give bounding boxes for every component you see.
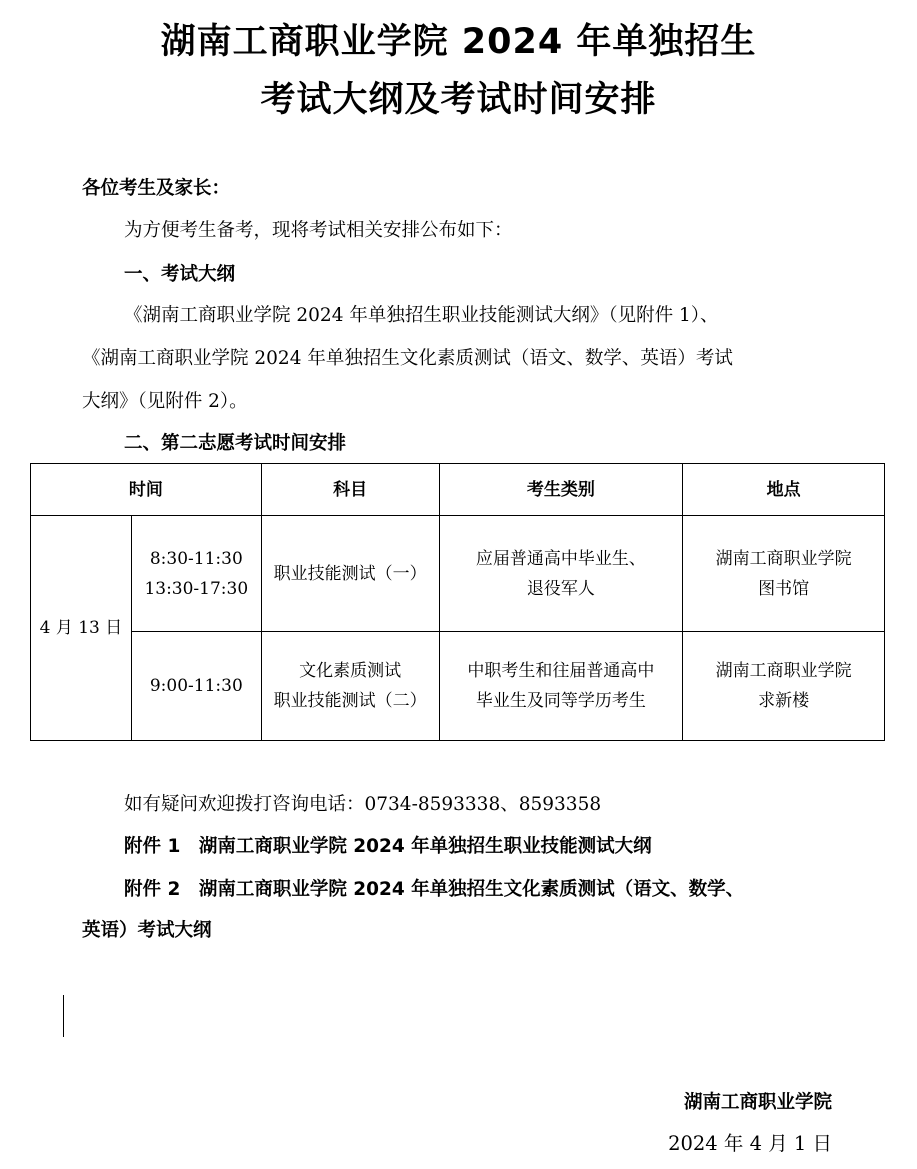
attachment-2-line1: 附件 2 湖南工商职业学院 2024 年单独招生文化素质测试（语文、数学、: [124, 879, 745, 900]
contact-info: 如有疑问欢迎拨打咨询电话：0734-8593338、8593358: [124, 794, 602, 815]
table-row: [31, 516, 885, 632]
attachment-1: 附件 1 湖南工商职业学院 2024 年单独招生职业技能测试大纲: [124, 836, 652, 857]
time-line: 9:00-11:30: [149, 676, 243, 696]
date-cell: 4 月 13 日: [31, 516, 132, 741]
document-title-line2: 考试大纲及考试时间安排: [260, 80, 657, 120]
location-line: 湖南工商职业学院: [715, 661, 852, 681]
salutation: 各位考生及家长：: [82, 178, 231, 199]
subject-cell: [261, 632, 439, 741]
subject-line: 职业技能测试（一）: [273, 563, 427, 584]
category-line: 毕业生及同等学历考生: [475, 691, 646, 711]
text-cursor: [63, 995, 64, 1037]
category-line: 退役军人: [526, 578, 595, 599]
location-line: 求新楼: [758, 691, 810, 711]
signature-date: 2024 年 4 月 1 日: [668, 1132, 832, 1155]
category-cell: [439, 632, 683, 741]
location-line: 图书馆: [758, 578, 810, 599]
category-cell: [439, 516, 683, 632]
header-subject: 科目: [261, 464, 439, 516]
attachment-2-line2: 英语）考试大纲: [82, 920, 212, 941]
category-line: 应届普通高中毕业生、: [475, 548, 646, 569]
section1-heading: 一、考试大纲: [124, 264, 236, 285]
location-cell: [683, 632, 885, 741]
schedule-table: [30, 463, 885, 741]
section1-paragraph-line2: 《湖南工商职业学院 2024 年单独招生文化素质测试（语文、数学、英语）考试: [82, 348, 733, 369]
time-line: 13:30-17:30: [144, 578, 249, 599]
header-category: 考生类别: [439, 464, 683, 516]
time-cell: [131, 632, 261, 741]
table-row: [31, 632, 885, 741]
signature-org: 湖南工商职业学院: [683, 1092, 832, 1113]
section2-heading: 二、第二志愿考试时间安排: [124, 433, 347, 454]
time-line: 8:30-11:30: [149, 548, 243, 569]
location-line: 湖南工商职业学院: [715, 548, 852, 569]
section1-paragraph-line1: 《湖南工商职业学院 2024 年单独招生职业技能测试大纲》（见附件 1）、: [124, 305, 719, 326]
document-title-line1: 湖南工商职业学院 2024 年单独招生: [160, 22, 757, 62]
category-line: 中职考生和往届普通高中: [467, 661, 655, 681]
table-header-row: [31, 464, 885, 516]
time-cell: [131, 516, 261, 632]
header-location: 地点: [683, 464, 885, 516]
section1-paragraph-line3: 大纲》（见附件 2）。: [82, 391, 248, 412]
header-time: 时间: [31, 464, 262, 516]
location-cell: [683, 516, 885, 632]
intro-paragraph: 为方便考生备考，现将考试相关安排公布如下：: [124, 220, 513, 241]
subject-line: 职业技能测试（二）: [273, 691, 427, 711]
subject-line: 文化素质测试: [299, 661, 402, 681]
subject-cell: [261, 516, 439, 632]
